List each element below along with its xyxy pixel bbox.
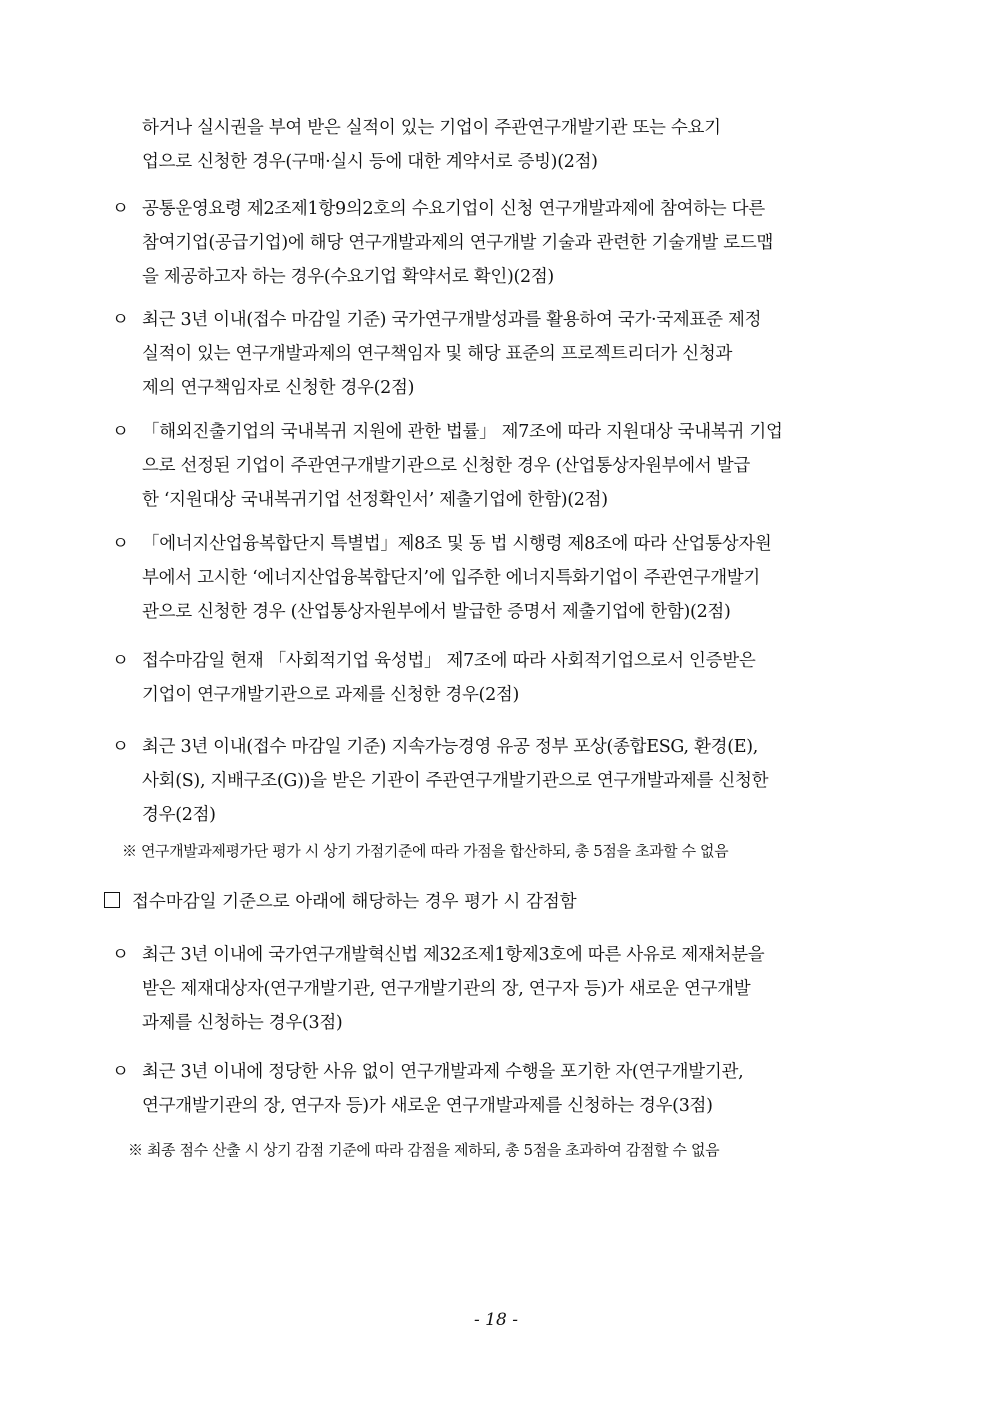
text-line: 최근 3년 이내에 국가연구개발혁신법 제32조제1항제3호에 따른 사유로 제재처분을 [142, 945, 765, 965]
deduction-item [112, 938, 900, 1040]
text-line: 부에서 고시한 ‘에너지산업융복합단지’에 입주한 에너지특화기업이 주관연구개발기 [142, 568, 761, 588]
text-line: 하거나 실시권을 부여 받은 실적이 있는 기업이 주관연구개발기관 또는 수요기 [142, 118, 721, 138]
section-heading [104, 885, 884, 919]
text-line: 최근 3년 이내에 정당한 사유 없이 연구개발과제 수행을 포기한 자(연구개발기관, [142, 1062, 744, 1082]
bonus-item [112, 527, 900, 629]
bonus-note: ※ 연구개발과제평가단 평가 시 상기 가점기준에 따라 가점을 합산하되, 총 5점을 초과할 수 없음 [122, 842, 729, 860]
text-line: 최근 3년 이내(접수 마감일 기준) 국가연구개발성과를 활용하여 국가·국제표준 제정 [142, 310, 762, 330]
text-line: 경우(2점) [142, 805, 216, 825]
deduction-note: ※ 최종 점수 산출 시 상기 감점 기준에 따라 감점을 제하되, 총 5점을 초과하여 감점할 수 없음 [128, 1141, 720, 1159]
bonus-item [112, 415, 900, 517]
text-line: 참여기업(공급기업)에 해당 연구개발과제의 연구개발 기술과 관련한 기술개발 로드맵 [142, 233, 774, 253]
bullet-circle-icon: ㅇ [112, 422, 129, 442]
text-line: 한 ‘지원대상 국내복귀기업 선정확인서’ 제출기업에 한함)(2점) [142, 490, 608, 510]
bullet-circle-icon: ㅇ [112, 945, 129, 965]
text-line: 사회(S), 지배구조(G))을 받은 기관이 주관연구개발기관으로 연구개발과제를 신청한 [142, 771, 769, 791]
bullet-circle-icon: ㅇ [112, 199, 129, 219]
checkbox-square-icon [104, 892, 120, 908]
text-line: 최근 3년 이내(접수 마감일 기준) 지속가능경영 유공 정부 포상(종합ESG, 환경(E), [142, 737, 758, 757]
bonus-item [112, 303, 900, 405]
heading-text: 접수마감일 기준으로 아래에 해당하는 경우 평가 시 감점함 [132, 892, 577, 912]
bullet-circle-icon: ㅇ [112, 310, 129, 330]
text-line: 과제를 신청하는 경우(3점) [142, 1013, 343, 1033]
bullet-circle-icon: ㅇ [112, 651, 129, 671]
text-line: 실적이 있는 연구개발과제의 연구책임자 및 해당 표준의 프로젝트리더가 신청과 [142, 344, 733, 364]
text-line: 접수마감일 현재 「사회적기업 육성법」 제7조에 따라 사회적기업으로서 인증받은 [142, 651, 756, 671]
text-line: 업으로 신청한 경우(구매·실시 등에 대한 계약서로 증빙)(2점) [142, 152, 598, 172]
text-line: 으로 선정된 기업이 주관연구개발기관으로 신청한 경우 (산업통상자원부에서 발급 [142, 456, 750, 476]
page-number: - 18 - [474, 1310, 518, 1330]
bullet-circle-icon: ㅇ [112, 737, 129, 757]
text-line: 공통운영요령 제2조제1항9의2호의 수요기업이 신청 연구개발과제에 참여하는 다른 [142, 199, 765, 219]
text-line: 「에너지산업융복합단지 특별법」제8조 및 동 법 시행령 제8조에 따라 산업통상자원 [142, 534, 772, 554]
text-line: 「해외진출기업의 국내복귀 지원에 관한 법률」 제7조에 따라 지원대상 국내복귀 기업 [142, 422, 783, 442]
text-line: 관으로 신청한 경우 (산업통상자원부에서 발급한 증명서 제출기업에 한함)(2점) [142, 602, 731, 622]
text-line: 제의 연구책임자로 신청한 경우(2점) [142, 378, 415, 398]
text-line: 을 제공하고자 하는 경우(수요기업 확약서로 확인)(2점) [142, 267, 554, 287]
text-line: 받은 제재대상자(연구개발기관, 연구개발기관의 장, 연구자 등)가 새로운 연구개발 [142, 979, 751, 999]
bullet-circle-icon: ㅇ [112, 1062, 129, 1082]
bonus-item [112, 192, 900, 294]
text-line: 기업이 연구개발기관으로 과제를 신청한 경우(2점) [142, 685, 520, 705]
continuation-paragraph [112, 111, 900, 179]
bonus-item [112, 644, 900, 712]
deduction-item [112, 1055, 900, 1123]
bonus-item [112, 730, 900, 832]
bullet-circle-icon: ㅇ [112, 534, 129, 554]
text-line: 연구개발기관의 장, 연구자 등)가 새로운 연구개발과제를 신청하는 경우(3점) [142, 1096, 713, 1116]
